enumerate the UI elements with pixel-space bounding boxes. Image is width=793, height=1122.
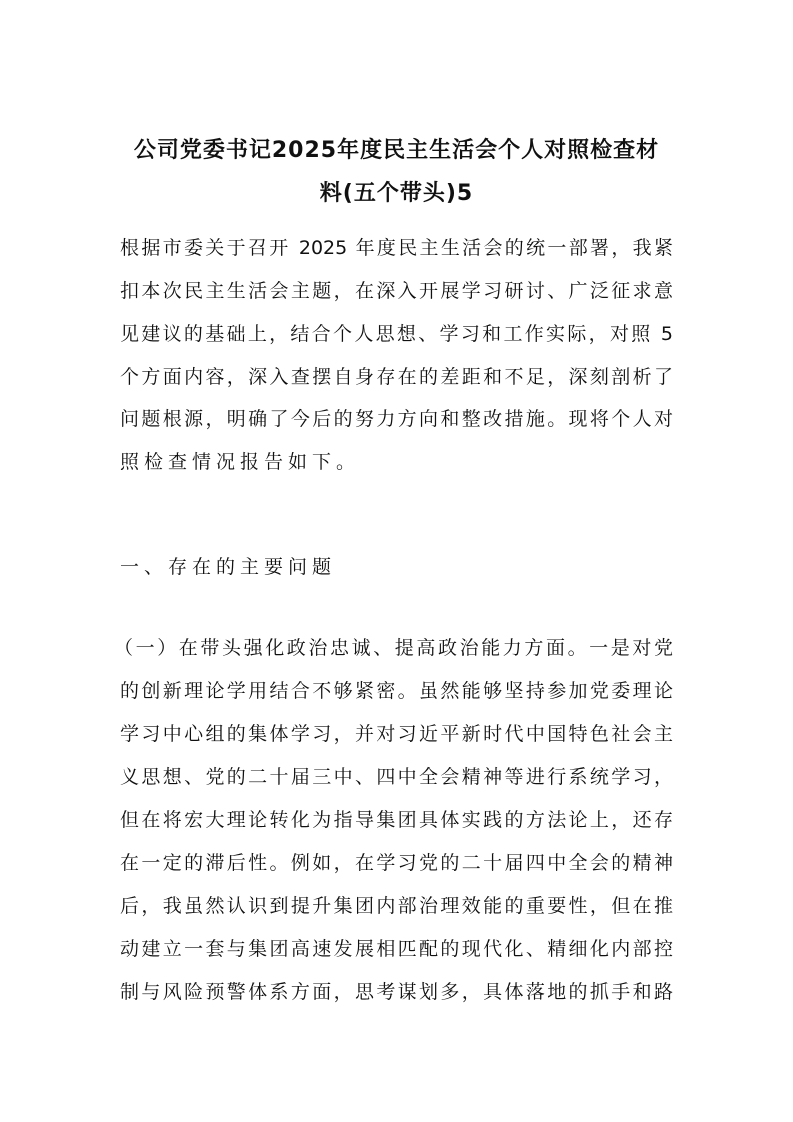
text-line: 问题根源，明确了今后的努力方向和整改措施。现将个人对 [120, 408, 673, 430]
text-line: 扣本次民主生活会主题，在深入开展学习研讨、广泛征求意 [120, 280, 673, 302]
text-line: 照检查情况报告如下。 [120, 451, 361, 473]
text-line: 学习中心组的集体学习，并对习近平新时代中国特色社会主 [120, 723, 673, 745]
text-line: 义思想、党的二十届三中、四中全会精神等进行系统学习， [120, 766, 673, 788]
text-line: 个方面内容，深入查摆自身存在的差距和不足，深刻剖析了 [120, 366, 673, 388]
text-line: 动建立一套与集团高速发展相匹配的现代化、精细化内部控 [120, 938, 673, 960]
text-line: 后，我虽然认识到提升集团内部治理效能的重要性，但在推 [120, 895, 673, 917]
section-heading: 一、存在的主要问题 [120, 556, 337, 578]
text-line: （一）在带头强化政治忠诚、提高政治能力方面。一是对党 [114, 637, 673, 659]
text-line: 但在将宏大理论转化为指导集团具体实践的方法论上，还存 [120, 809, 673, 831]
text-line: 根据市委关于召开 2025 年度民主生活会的统一部署，我紧 [120, 237, 673, 259]
document-title-line-1: 公司党委书记2025年度民主生活会个人对照检查材 [133, 138, 660, 163]
document-title-line-2: 料(五个带头)5 [319, 181, 474, 206]
text-line: 在一定的滞后性。例如，在学习党的二十届四中全会的精神 [120, 852, 673, 874]
text-line: 见建议的基础上，结合个人思想、学习和工作实际，对照 5 [120, 323, 673, 345]
text-line: 的创新理论学用结合不够紧密。虽然能够坚持参加党委理论 [120, 680, 673, 702]
text-line: 制与风险预警体系方面，思考谋划多，具体落地的抓手和路 [120, 981, 673, 1003]
